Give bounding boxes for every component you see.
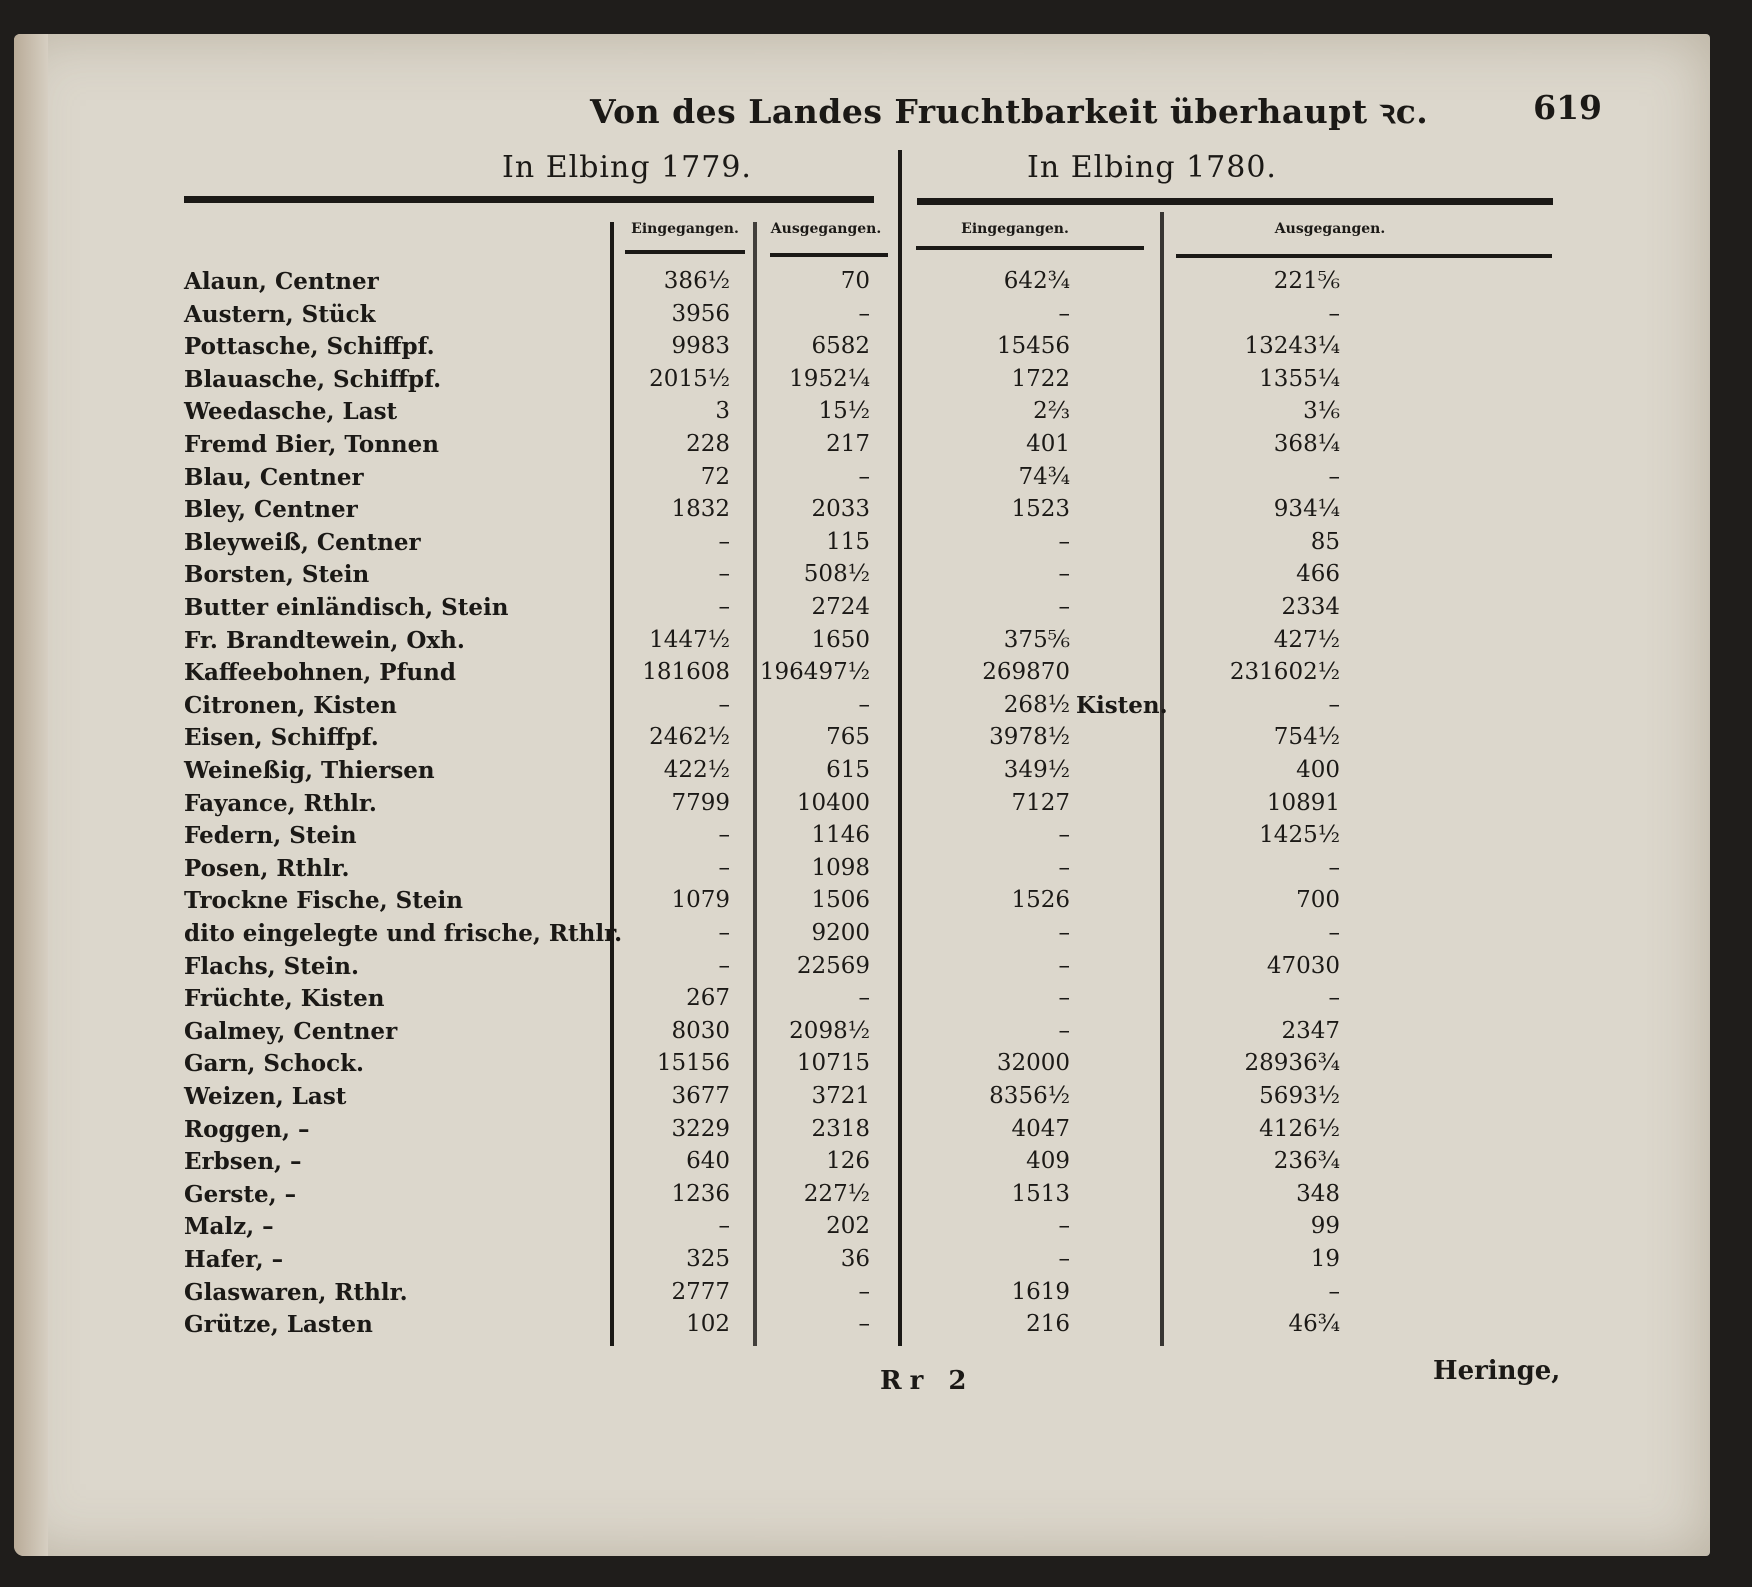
cell-1779-out: 6582: [811, 333, 870, 360]
cell-1779-out: 1506: [811, 887, 870, 914]
row-label: Alaun, Centner: [184, 268, 379, 295]
cell-1780-in: 2⅔: [1033, 398, 1070, 425]
cell-1779-out: –: [858, 1311, 870, 1338]
row-label: Citronen, Kisten: [184, 691, 397, 719]
cell-1779-in: 181608: [642, 659, 730, 686]
year-heading-1779: In Elbing 1779.: [502, 150, 752, 185]
cell-1779-in: –: [718, 561, 730, 588]
row-label: Weizen, Last: [184, 1083, 347, 1110]
row-label: Gerste, –: [184, 1180, 297, 1208]
cell-1779-in: –: [718, 854, 730, 881]
cell-1780-in: 349½: [1003, 757, 1070, 783]
cell-1779-out: –: [858, 1278, 870, 1305]
row-label: Eisen, Schiffpf.: [184, 724, 379, 752]
cell-1780-out: 85: [1310, 528, 1340, 555]
cell-1780-out: 99: [1310, 1213, 1340, 1240]
row-label: Trockne Fische, Stein: [184, 887, 463, 915]
header-rule-1780: [917, 198, 1553, 205]
row-label: Kaffeebohnen, Pfund: [184, 659, 456, 687]
cell-1780-out: 2334: [1281, 594, 1340, 620]
cell-1779-in: 3956: [671, 300, 730, 327]
cell-1780-in: 4047: [1011, 1115, 1070, 1142]
cell-1779-out: 70: [840, 268, 870, 294]
cell-1779-in: –: [718, 822, 730, 849]
row-label: Hafer, –: [184, 1246, 284, 1273]
cell-1779-in: –: [718, 528, 730, 555]
cell-1779-out: 3721: [811, 1083, 870, 1109]
cell-1779-in: 3677: [671, 1083, 730, 1109]
cell-1780-in: –: [1058, 528, 1070, 555]
row-label: Früchte, Kisten: [184, 985, 385, 1013]
cell-1779-in: 8030: [671, 1017, 730, 1044]
cell-1779-out: 2318: [811, 1115, 870, 1142]
cell-1779-out: 2724: [811, 594, 870, 620]
row-label: Flachs, Stein.: [184, 952, 359, 980]
cell-1780-out: –: [1328, 691, 1340, 718]
cell-note: Kisten.: [1076, 691, 1168, 719]
cell-1780-out: 754½: [1273, 724, 1340, 751]
cell-1779-in: 15156: [656, 1050, 730, 1077]
cell-1780-out: –: [1328, 985, 1340, 1012]
cell-1779-out: –: [858, 463, 870, 490]
row-label: Galmey, Centner: [184, 1017, 398, 1045]
cell-1780-out: 4126½: [1259, 1115, 1340, 1142]
subhead-rule: [1176, 254, 1552, 258]
cell-1779-in: 422½: [663, 757, 730, 783]
row-label: Weineßig, Thiersen: [184, 757, 435, 784]
cell-1780-in: –: [1058, 952, 1070, 979]
cell-1780-out: 5693½: [1259, 1083, 1340, 1109]
cell-1780-out: 10891: [1266, 789, 1340, 816]
cell-1779-in: 9983: [671, 333, 730, 360]
col-head-1779-in: Eingegangen.: [631, 221, 739, 237]
cell-1780-in: –: [1058, 300, 1070, 327]
cell-1780-out: –: [1328, 1278, 1340, 1305]
cell-1779-out: –: [858, 691, 870, 718]
row-label: Glaswaren, Rthlr.: [184, 1278, 408, 1306]
cell-1779-out: 227½: [803, 1180, 870, 1207]
cell-1779-out: 10400: [796, 789, 870, 816]
subhead-rule: [625, 250, 745, 254]
cell-1779-out: 508½: [803, 561, 870, 588]
cell-1780-out: –: [1328, 854, 1340, 881]
cell-1780-in: 216: [1026, 1311, 1070, 1338]
cell-1780-in: 401: [1026, 431, 1070, 457]
cell-1779-out: 115: [826, 528, 870, 555]
cell-1779-in: 1079: [671, 887, 730, 914]
row-label: Fremd Bier, Tonnen: [184, 431, 439, 458]
subhead-rule: [916, 246, 1144, 250]
running-title: Von des Landes Fruchtbarkeit überhaupt ꝛc.: [590, 92, 1429, 131]
cell-1780-out: 934¼: [1273, 496, 1340, 523]
cell-1779-in: 2777: [671, 1278, 730, 1305]
cell-1779-in: –: [718, 691, 730, 718]
cell-1779-out: 2098½: [789, 1017, 870, 1044]
cell-1780-out: 1355¼: [1259, 365, 1340, 392]
cell-1780-out: 1425½: [1259, 822, 1340, 849]
cell-1780-in: –: [1058, 594, 1070, 620]
row-label: Blau, Centner: [184, 463, 364, 491]
cell-1780-out: 236¾: [1273, 1148, 1340, 1175]
cell-1780-out: 221⅚: [1273, 268, 1340, 294]
cell-1780-in: 1513: [1011, 1180, 1070, 1207]
book-spine: [14, 34, 48, 1556]
cell-1780-in: –: [1058, 1213, 1070, 1240]
cell-1779-out: 2033: [811, 496, 870, 523]
cell-1780-in: 8356½: [989, 1083, 1070, 1109]
row-label: Blauasche, Schiffpf.: [184, 365, 442, 393]
cell-1780-out: 368¼: [1273, 431, 1340, 457]
row-label: Roggen, –: [184, 1115, 310, 1143]
signature-mark: Rr 2: [880, 1366, 975, 1396]
cell-1779-out: 1146: [811, 822, 870, 849]
cell-1779-in: –: [718, 952, 730, 979]
cell-1780-in: 1722: [1011, 365, 1070, 392]
row-label: Posen, Rthlr.: [184, 854, 350, 882]
cell-1779-in: 2462½: [649, 724, 730, 751]
row-label: Fr. Brandtewein, Oxh.: [184, 626, 465, 654]
cell-1779-out: 126: [826, 1148, 870, 1175]
cell-1780-out: 348: [1296, 1180, 1340, 1207]
cell-1780-out: 19: [1310, 1246, 1340, 1272]
row-label: Grütze, Lasten: [184, 1311, 373, 1339]
cell-1779-out: –: [858, 300, 870, 327]
cell-1779-out: 1952¼: [789, 365, 870, 392]
cell-1779-out: 196497½: [759, 659, 870, 686]
cell-1779-out: 202: [826, 1213, 870, 1240]
cell-1780-in: 1619: [1011, 1278, 1070, 1305]
row-label: Borsten, Stein: [184, 561, 370, 589]
cell-1779-in: 640: [686, 1148, 730, 1175]
cell-1779-out: –: [858, 985, 870, 1012]
cell-1779-in: 386½: [663, 268, 730, 294]
cell-1780-in: –: [1058, 1246, 1070, 1272]
cell-1780-out: 231602½: [1229, 659, 1340, 686]
cell-1779-out: 1098: [811, 854, 870, 881]
cell-1779-in: 267: [686, 985, 730, 1012]
cell-1779-out: 15½: [818, 398, 870, 425]
cell-1779-in: 325: [686, 1246, 730, 1272]
cell-1779-in: –: [718, 920, 730, 946]
cell-1780-out: 466: [1296, 561, 1340, 588]
cell-1779-in: 1832: [671, 496, 730, 523]
cell-1780-out: 47030: [1266, 952, 1340, 979]
row-label: dito eingelegte und frische, Rthlr.: [184, 920, 623, 947]
subhead-rule: [770, 253, 888, 257]
cell-1779-in: 72: [700, 463, 730, 490]
cell-1779-in: –: [718, 1213, 730, 1240]
cell-1780-out: –: [1328, 463, 1340, 490]
cell-1780-in: 3978½: [989, 724, 1070, 751]
cell-1780-in: –: [1058, 985, 1070, 1012]
cell-1780-in: 1523: [1011, 496, 1070, 523]
cell-1780-in: 1526: [1011, 887, 1070, 914]
row-label: Erbsen, –: [184, 1148, 302, 1176]
col-head-1779-out: Ausgegangen.: [770, 221, 882, 237]
cell-1779-out: 9200: [811, 920, 870, 946]
row-label: Butter einländisch, Stein: [184, 594, 509, 621]
cell-1780-in: 268½: [1003, 691, 1070, 718]
year-heading-1780: In Elbing 1780.: [1027, 150, 1277, 185]
cell-1780-in: 269870: [982, 659, 1070, 686]
cell-1779-in: 3229: [671, 1115, 730, 1142]
cell-1779-in: 2015½: [649, 365, 730, 392]
cell-1780-out: –: [1328, 300, 1340, 327]
row-label: Pottasche, Schiffpf.: [184, 333, 435, 361]
row-label: Garn, Schock.: [184, 1050, 365, 1078]
row-label: Bleyweiß, Centner: [184, 528, 421, 556]
cell-1779-out: 10715: [796, 1050, 870, 1077]
cell-1780-out: 3⅙: [1303, 398, 1340, 425]
row-label: Austern, Stück: [184, 300, 376, 328]
row-label: Malz, –: [184, 1213, 274, 1241]
cell-1780-in: –: [1058, 1017, 1070, 1044]
cell-1779-out: 765: [826, 724, 870, 751]
cell-1779-in: –: [718, 594, 730, 620]
cell-1779-in: 3: [715, 398, 730, 425]
cell-1779-in: 102: [686, 1311, 730, 1338]
cell-1779-in: 228: [686, 431, 730, 457]
col-head-1780-out: Ausgegangen.: [1274, 221, 1386, 237]
cell-1780-in: –: [1058, 822, 1070, 849]
row-label: Weedasche, Last: [184, 398, 398, 426]
row-label: Fayance, Rthlr.: [184, 789, 377, 817]
cell-1779-in: 7799: [671, 789, 730, 816]
cell-1780-in: 15456: [996, 333, 1070, 360]
header-rule-1779: [184, 196, 874, 203]
cell-1780-in: –: [1058, 854, 1070, 881]
cell-1779-out: 36: [840, 1246, 870, 1272]
cell-1780-in: 375⅚: [1003, 626, 1070, 653]
row-label: Federn, Stein: [184, 822, 357, 850]
cell-1780-out: 28936¾: [1244, 1050, 1340, 1077]
cell-1779-out: 1650: [811, 626, 870, 653]
cell-1780-in: –: [1058, 920, 1070, 946]
cell-1779-out: 217: [826, 431, 870, 457]
catchword: Heringe,: [1433, 1356, 1561, 1386]
cell-1780-out: 13243¼: [1244, 333, 1340, 360]
cell-1780-in: –: [1058, 561, 1070, 588]
cell-1779-in: 1447½: [649, 626, 730, 653]
cell-1780-out: 427½: [1273, 626, 1340, 653]
cell-1780-in: 32000: [996, 1050, 1070, 1077]
cell-1780-out: 700: [1296, 887, 1340, 914]
cell-1780-in: 74¾: [1018, 463, 1070, 490]
cell-1780-in: 7127: [1011, 789, 1070, 816]
row-label: Bley, Centner: [184, 496, 358, 524]
cell-1779-out: 22569: [796, 952, 870, 979]
cell-1780-out: 46¾: [1288, 1311, 1340, 1338]
cell-1780-in: 409: [1026, 1148, 1070, 1175]
cell-1780-out: 400: [1296, 757, 1340, 783]
cell-1780-out: –: [1328, 920, 1340, 946]
cell-1780-out: 2347: [1281, 1017, 1340, 1044]
cell-1780-in: 642¾: [1003, 268, 1070, 294]
cell-1779-in: 1236: [671, 1180, 730, 1207]
col-head-1780-in: Eingegangen.: [961, 221, 1069, 237]
page-number: 619: [1533, 88, 1602, 127]
cell-1779-out: 615: [826, 757, 870, 783]
